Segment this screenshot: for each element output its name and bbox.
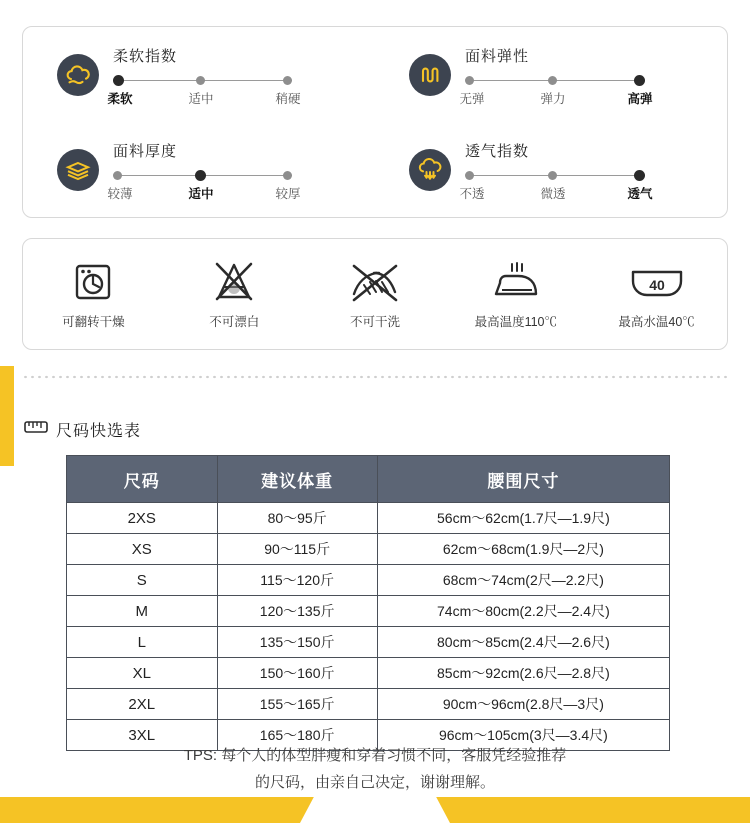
cell-size: XL [67,658,218,689]
size-note [66,742,684,796]
left-yellow-accent-bar [0,366,14,466]
scale-dot-1 [196,76,205,85]
cell-waist: 68cm～74cm(2尺—2.2尺) [377,565,669,596]
scale-dot-2 [634,75,645,86]
wash-basin-icon [627,258,687,306]
scale-dot-0 [465,76,474,85]
no-bleach-icon [208,258,260,306]
scale-label-0: 较薄 [107,186,133,201]
table-header-row [67,456,670,503]
scale-dot-1 [548,171,557,180]
size-chart-table [66,455,670,751]
spring-wave-icon [409,54,451,96]
cell-waist: 85cm～92cm(2.6尺—2.8尺) [377,658,669,689]
care-caption: 不可干洗 [349,315,400,329]
rating-scale [107,75,301,106]
cell-size: XS [67,534,218,565]
cell-size: L [67,627,218,658]
table-row [67,627,670,658]
table-row [67,503,670,534]
scale-label-1: 微透 [540,186,566,201]
cell-waist: 62cm～68cm(1.9尺—2尺) [377,534,669,565]
care-item-iron-temp [445,258,586,330]
scale-label-1: 适中 [188,186,214,201]
cell-waist: 96cm～105cm(3尺—3.4尺) [377,720,669,751]
layers-icon [57,149,99,191]
header-waist: 腰围尺寸 [377,456,669,503]
cell-weight: 135～150斤 [217,627,377,658]
cell-waist: 80cm～85cm(2.4尺—2.6尺) [377,627,669,658]
table-row [67,534,670,565]
scale-label-2: 较厚 [275,186,301,201]
cell-waist: 56cm～62cm(1.7尺—1.9尺) [377,503,669,534]
care-instructions-panel [22,238,728,350]
size-note-line2: 的尺码，由亲自己决定，谢谢理解。 [254,774,495,791]
cloud-soft-icon [57,54,99,96]
table-row [67,658,670,689]
cell-size: 2XS [67,503,218,534]
svg-text:40: 40 [648,277,665,293]
cell-waist: 90cm～96cm(2.8尺—3尺) [377,689,669,720]
care-caption: 不可漂白 [209,315,260,329]
care-caption: 最高水温40℃ [618,315,695,329]
scale-dot-0 [113,171,122,180]
rating-thickness [23,122,375,217]
cell-size: 2XL [67,689,218,720]
care-item-wash-temp [586,258,727,330]
bottom-yellow-accent [0,797,750,823]
table-row [67,689,670,720]
table-row [67,565,670,596]
cell-weight: 165～180斤 [217,720,377,751]
ruler-icon [24,419,48,440]
tumble-dry-icon [70,258,116,306]
cloud-airflow-icon [409,149,451,191]
care-caption: 最高温度110℃ [474,315,557,329]
bottom-accent-left [0,797,314,823]
size-table-head [67,456,670,503]
bottom-accent-right [436,797,750,823]
care-item-no-bleach [164,258,305,330]
scale-dot-0 [113,75,124,86]
rating-breathability [375,122,727,217]
dotted-divider [22,374,728,380]
size-section-title: 尺码快选表 [56,423,142,440]
fabric-ratings-panel [22,26,728,218]
scale-line [470,80,644,81]
scale-dot-2 [283,76,292,85]
rating-body [459,140,653,201]
rating-body [459,45,653,106]
scale-label-0: 不透 [459,186,485,201]
ratings-grid [23,27,727,217]
cell-size: S [67,565,218,596]
scale-dot-1 [195,170,206,181]
scale-dot-2 [283,171,292,180]
no-dry-clean-icon [346,258,404,306]
care-item-tumble-dry [23,258,164,330]
scale-line [118,80,292,81]
cell-weight: 120～135斤 [217,596,377,627]
rating-scale [107,170,301,201]
cell-weight: 150～160斤 [217,658,377,689]
scale-label-2: 高弹 [627,91,653,106]
scale-dot-0 [465,171,474,180]
cell-weight: 80～95斤 [217,503,377,534]
scale-line [470,175,644,176]
scale-label-1: 适中 [188,91,214,106]
cell-size: M [67,596,218,627]
size-table-body [67,503,670,751]
cell-waist: 74cm～80cm(2.2尺—2.4尺) [377,596,669,627]
table-row [67,596,670,627]
rating-elasticity [375,27,727,122]
rating-title: 面料弹性 [465,47,530,65]
iron-icon [488,258,544,306]
rating-softness [23,27,375,122]
scale-dot-1 [548,76,557,85]
rating-body [107,45,301,106]
scale-label-1: 弹力 [540,91,566,106]
cell-weight: 115～120斤 [217,565,377,596]
cell-size: 3XL [67,720,218,751]
cell-weight: 155～165斤 [217,689,377,720]
header-weight: 建议体重 [217,456,377,503]
scale-dot-2 [634,170,645,181]
rating-title: 柔软指数 [113,47,178,65]
rating-scale [459,170,653,201]
scale-label-2: 稍硬 [275,91,301,106]
size-note-line1: TPS: 每个人的体型胖瘦和穿着习惯不同，客服凭经验推荐 [183,747,567,764]
care-caption: 可翻转干燥 [62,315,125,329]
rating-title: 透气指数 [465,142,530,160]
care-item-no-dry-clean [305,258,446,330]
care-grid [23,239,727,349]
cell-weight: 90～115斤 [217,534,377,565]
rating-title: 面料厚度 [113,142,178,160]
rating-body [107,140,301,201]
scale-label-0: 柔软 [107,91,133,106]
scale-label-0: 无弹 [459,91,485,106]
scale-label-2: 透气 [627,186,653,201]
header-size: 尺码 [67,456,218,503]
size-section-header [24,418,141,441]
rating-scale [459,75,653,106]
